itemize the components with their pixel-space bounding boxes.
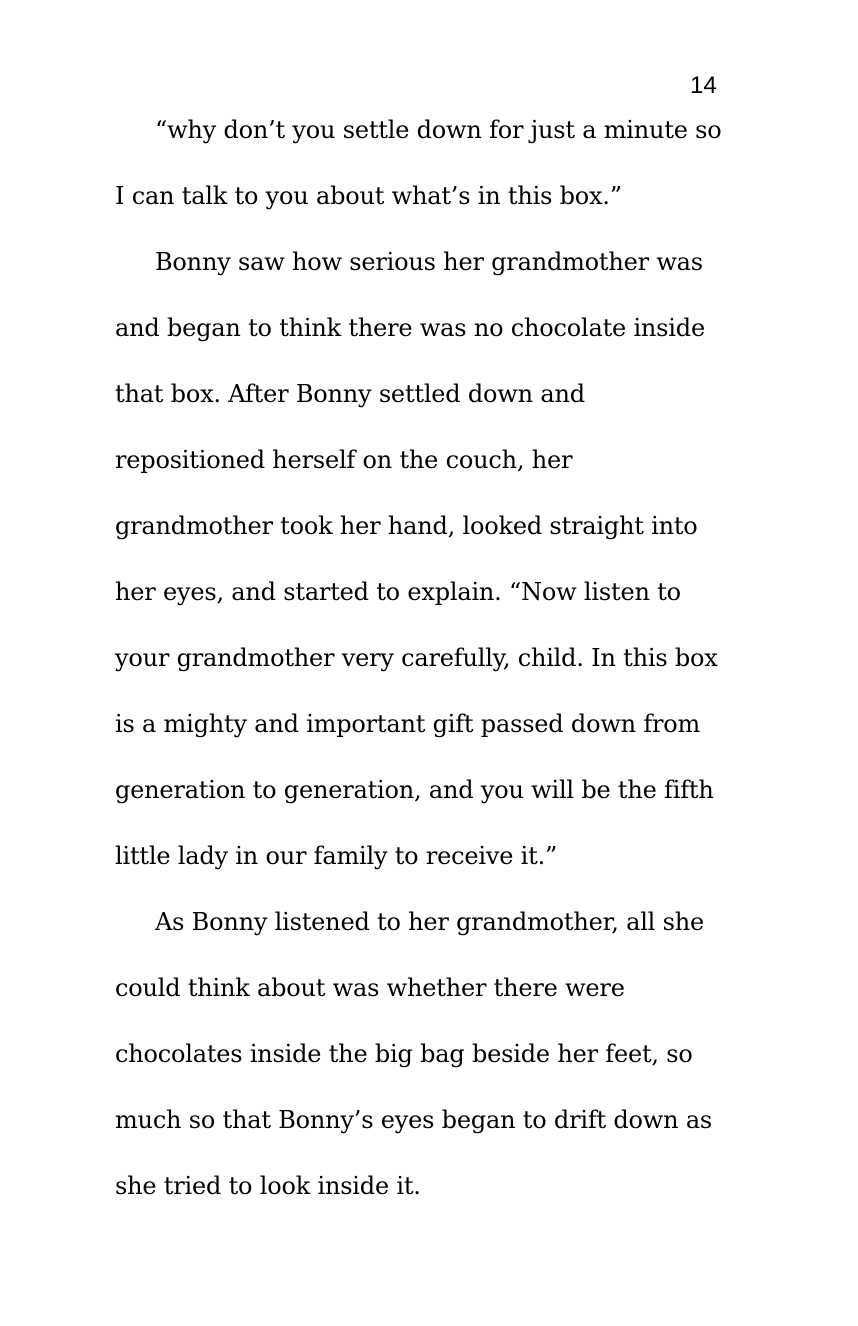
text-line: is a mighty and important gift passed down from <box>115 710 701 738</box>
paragraph <box>115 97 763 229</box>
text-line: little lady in our family to receive it.” <box>115 842 558 870</box>
paragraph <box>115 229 763 889</box>
text-line: grandmother took her hand, looked straight into <box>115 512 698 540</box>
text-line: your grandmother very carefully, child. In this box <box>115 644 718 672</box>
text-line: her eyes, and started to explain. “Now listen to <box>115 578 681 606</box>
page-number: 14 <box>690 72 717 99</box>
text-line: and began to think there was no chocolate inside <box>115 314 705 342</box>
text-line: much so that Bonny’s eyes began to drift down as <box>115 1106 713 1134</box>
text-line: she tried to look inside it. <box>115 1172 421 1200</box>
body-text <box>115 97 763 1219</box>
text-line: Bonny saw how serious her grandmother was <box>155 248 703 276</box>
paragraph <box>115 889 763 1219</box>
text-line: “why don’t you settle down for just a minute so <box>155 116 722 144</box>
text-line: chocolates inside the big bag beside her feet, so <box>115 1040 693 1068</box>
text-line: generation to generation, and you will be the fifth <box>115 776 714 804</box>
text-line: could think about was whether there were <box>115 974 625 1002</box>
text-line: that box. After Bonny settled down and <box>115 380 585 408</box>
text-line: I can talk to you about what’s in this box.” <box>115 182 622 210</box>
text-line: repositioned herself on the couch, her <box>115 446 573 474</box>
text-line: As Bonny listened to her grandmother, all she <box>155 908 704 936</box>
